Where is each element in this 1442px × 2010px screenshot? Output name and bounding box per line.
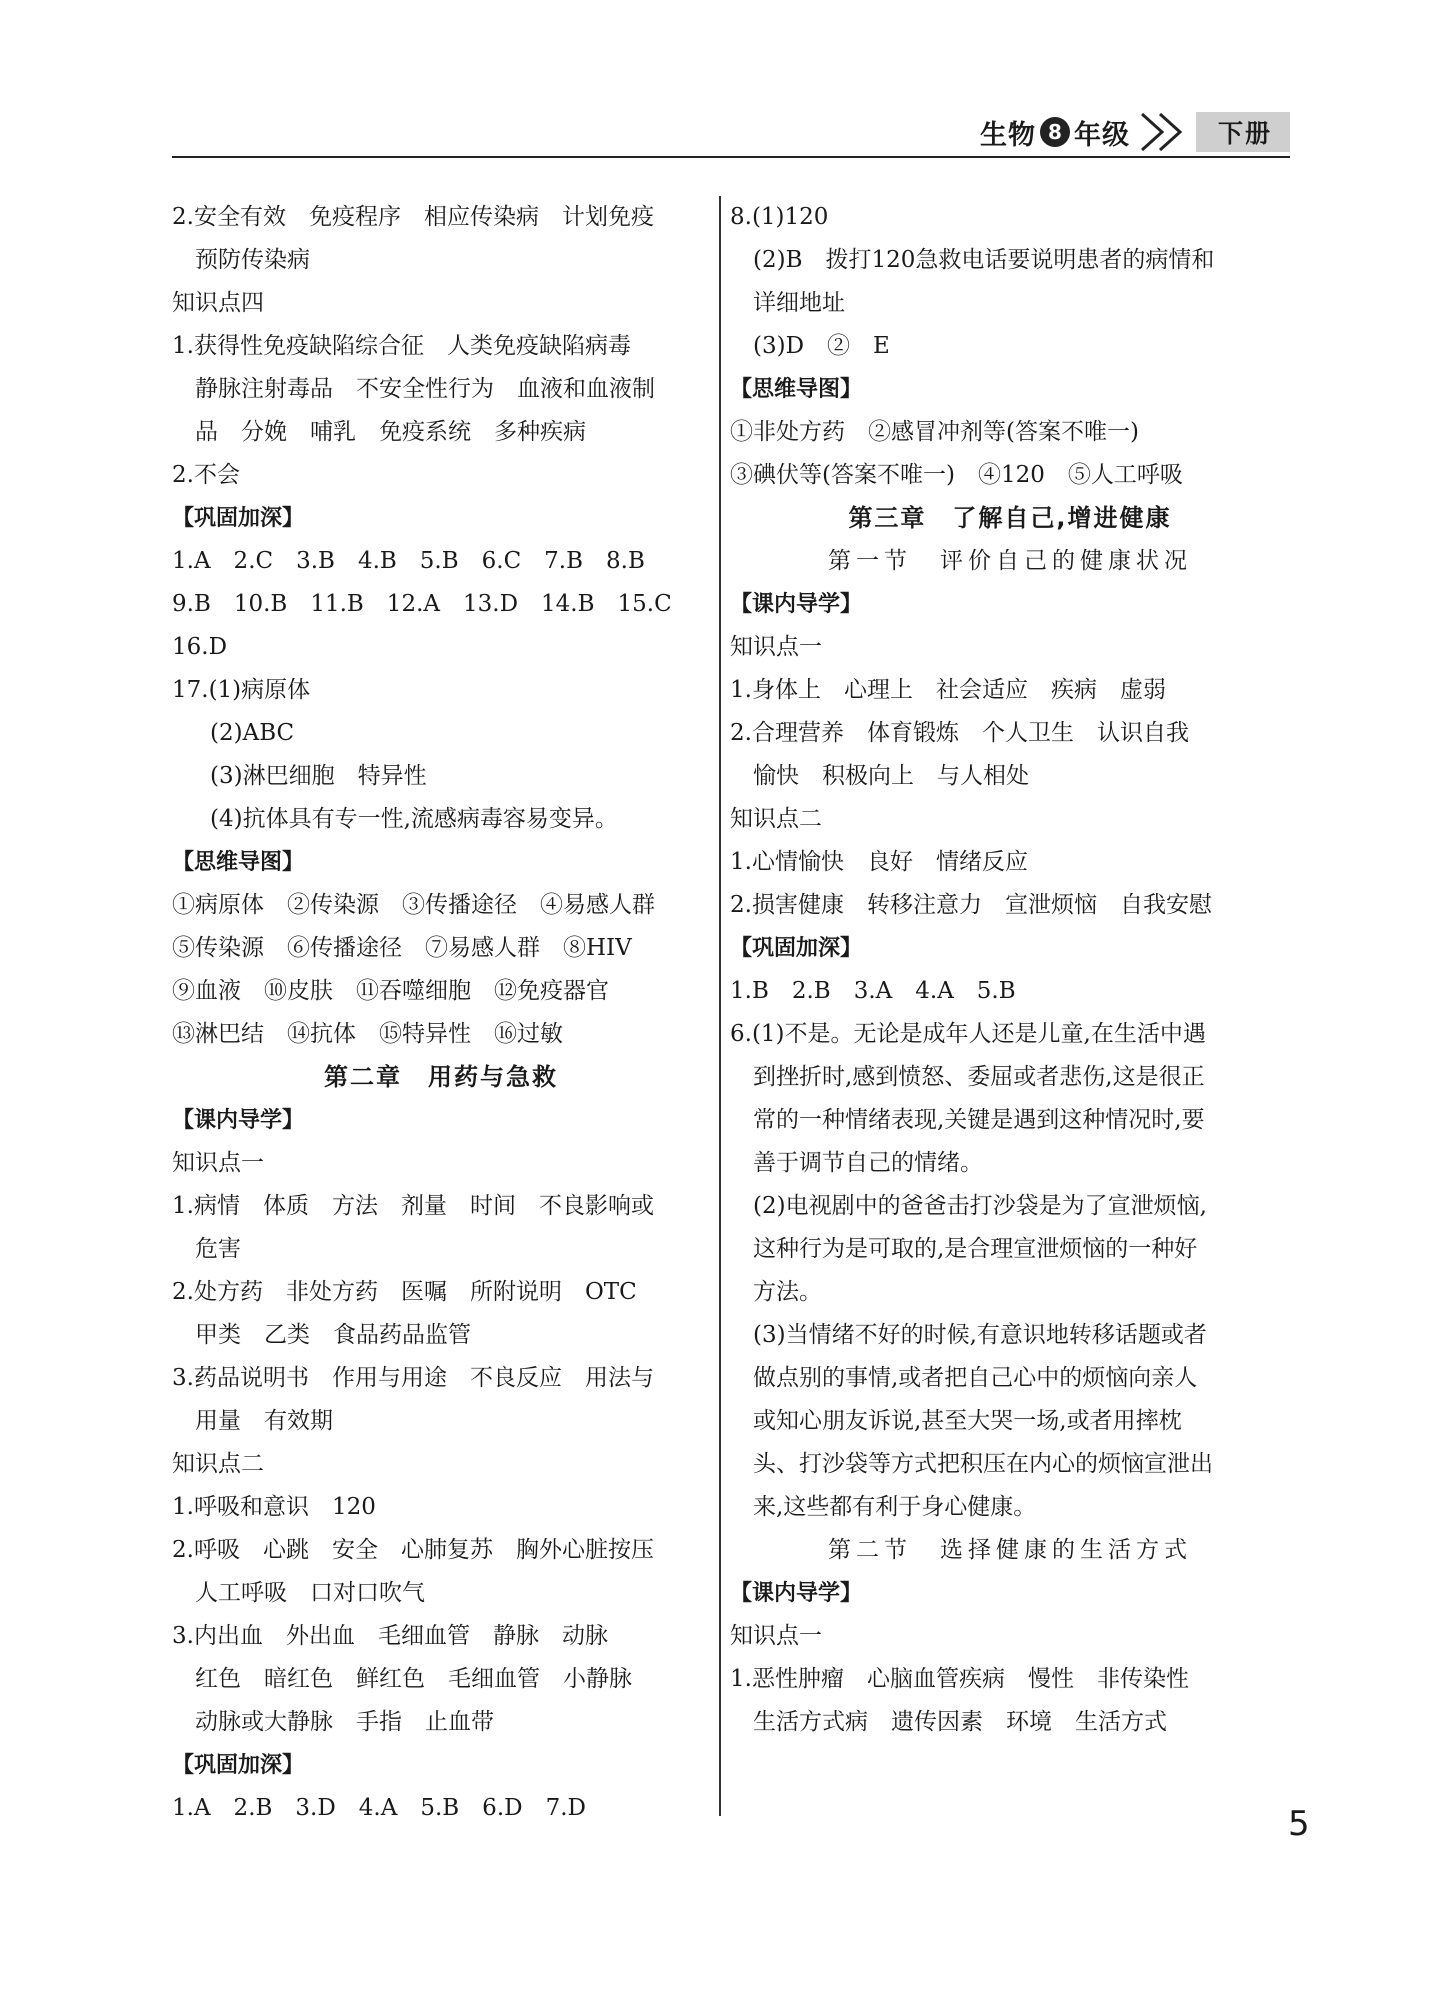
answer-line: 危害 [195, 1236, 241, 1262]
section-heading: 【课内导学】 [730, 1581, 863, 1606]
section-title: 第二节 选择健康的生活方式 [828, 1537, 1192, 1563]
subject-label: 生物 [979, 119, 1036, 151]
answer-line: 或知心朋友诉说,甚至大哭一场,或者用摔枕 [753, 1408, 1182, 1434]
header-rule [172, 156, 1290, 158]
answer-line: ③碘伏等(答案不唯一) ④120 ⑤人工呼吸 [730, 462, 1183, 488]
double-chevron-icon [1138, 112, 1190, 152]
answer-line: 2.呼吸 心跳 安全 心肺复苏 胸外心脏按压 [172, 1537, 654, 1563]
answer-line: ⑤传染源 ⑥传播途径 ⑦易感人群 ⑧HIV [172, 935, 632, 961]
answer-line: 甲类 乙类 食品药品监管 [195, 1322, 471, 1348]
answer-line: 用量 有效期 [195, 1408, 333, 1434]
book-title [980, 112, 1290, 152]
section-heading: 【巩固加深】 [172, 506, 305, 531]
answer-line: 知识点一 [172, 1150, 264, 1176]
answer-line: 知识点二 [730, 806, 822, 832]
section-heading: 【思维导图】 [172, 850, 305, 875]
answer-line: (2)电视剧中的爸爸击打沙袋是为了宣泄烦恼, [753, 1193, 1207, 1219]
answer-line: 愉快 积极向上 与人相处 [753, 763, 1029, 789]
answer-line: 知识点一 [730, 1623, 822, 1649]
answer-line: 2.合理营养 体育锻炼 个人卫生 认识自我 [730, 720, 1189, 746]
answer-line: 17.(1)病原体 [172, 677, 311, 703]
answer-line: 预防传染病 [195, 247, 310, 273]
answer-line: (2)B 拨打120急救电话要说明患者的病情和 [753, 247, 1215, 273]
answer-line: 详细地址 [753, 290, 845, 316]
answer-line: 来,这些都有利于身心健康。 [753, 1494, 1037, 1520]
answer-line: ①病原体 ②传染源 ③传播途径 ④易感人群 [172, 892, 655, 918]
answer-line: ⑨血液 ⑩皮肤 ⑪吞噬细胞 ⑫免疫器官 [172, 978, 609, 1004]
answer-line: 红色 暗红色 鲜红色 毛细血管 小静脉 [195, 1666, 632, 1692]
answer-line: 生活方式病 遗传因素 环境 生活方式 [753, 1709, 1167, 1735]
answer-line: 2.不会 [172, 462, 240, 488]
answer-line: 方法。 [753, 1279, 822, 1305]
answer-line: 1.心情愉快 良好 情绪反应 [730, 849, 1028, 875]
answer-line: 3.内出血 外出血 毛细血管 静脉 动脉 [172, 1623, 608, 1649]
answer-line: 这种行为是可取的,是合理宣泄烦恼的一种好 [753, 1236, 1198, 1262]
section-heading: 【课内导学】 [172, 1108, 305, 1133]
grade-label: 年级 [1073, 119, 1130, 151]
chapter-title: 第三章 了解自己,增进健康 [848, 504, 1172, 532]
page-header [172, 110, 1290, 158]
answer-line: 9.B 10.B 11.B 12.A 13.D 14.B 15.C [172, 591, 672, 617]
answer-line: 常的一种情绪表现,关键是遇到这种情况时,要 [753, 1107, 1205, 1133]
answer-line: 知识点一 [730, 634, 822, 660]
answer-line: 静脉注射毒品 不安全性行为 血液和血液制 [195, 376, 655, 402]
section-heading: 【巩固加深】 [730, 936, 863, 961]
answer-line: 2.处方药 非处方药 医嘱 所附说明 OTC [172, 1279, 637, 1305]
answer-line: 2.损害健康 转移注意力 宣泄烦恼 自我安慰 [730, 892, 1212, 918]
answer-line: (3)当情绪不好的时候,有意识地转移话题或者 [753, 1322, 1207, 1348]
answer-line: 1.B 2.B 3.A 4.A 5.B [730, 978, 1016, 1004]
section-heading: 【巩固加深】 [172, 1753, 305, 1778]
answer-line: 6.(1)不是。无论是成年人还是儿童,在生活中遇 [730, 1021, 1206, 1047]
answer-line: 知识点二 [172, 1451, 264, 1477]
answer-line: (3)D ② E [753, 333, 890, 359]
answer-line: (3)淋巴细胞 特异性 [210, 763, 427, 789]
answer-line: 头、打沙袋等方式把积压在内心的烦恼宣泄出 [753, 1451, 1213, 1477]
answer-line: 1.呼吸和意识 120 [172, 1494, 376, 1520]
section-heading: 【思维导图】 [730, 377, 863, 402]
answer-line: 品 分娩 哺乳 免疫系统 多种疾病 [195, 419, 586, 445]
answer-line: 善于调节自己的情绪。 [753, 1150, 983, 1176]
answer-line: 1.病情 体质 方法 剂量 时间 不良影响或 [172, 1193, 654, 1219]
answer-line: 人工呼吸 口对口吹气 [195, 1580, 425, 1606]
left-column [172, 196, 710, 1830]
answer-line: 做点别的事情,或者把自己心中的烦恼向亲人 [753, 1365, 1198, 1391]
right-column [730, 196, 1290, 1744]
answer-line: ①非处方药 ②感冒冲剂等(答案不唯一) [730, 419, 1139, 445]
section-heading: 【课内导学】 [730, 592, 863, 617]
answer-line: 3.药品说明书 作用与用途 不良反应 用法与 [172, 1365, 654, 1391]
grade-number-badge: 8 [1040, 117, 1070, 147]
answer-line: 8.(1)120 [730, 204, 829, 230]
answer-line: 到挫折时,感到愤怒、委屈或者悲伤,这是很正 [753, 1064, 1205, 1090]
answer-line: 1.获得性免疫缺陷综合征 人类免疫缺陷病毒 [172, 333, 631, 359]
page-number: 5 [1288, 1804, 1310, 1844]
answer-line: 1.身体上 心理上 社会适应 疾病 虚弱 [730, 677, 1166, 703]
answer-line: 动脉或大静脉 手指 止血带 [195, 1709, 494, 1735]
answer-line: ⑬淋巴结 ⑭抗体 ⑮特异性 ⑯过敏 [172, 1021, 563, 1047]
answer-line: 1.A 2.C 3.B 4.B 5.B 6.C 7.B 8.B [172, 548, 645, 574]
answer-line: 2.安全有效 免疫程序 相应传染病 计划免疫 [172, 204, 654, 230]
volume-label: 下册 [1196, 112, 1290, 152]
column-divider [719, 196, 721, 1816]
answer-line: 1.A 2.B 3.D 4.A 5.B 6.D 7.D [172, 1795, 586, 1821]
chapter-title: 第二章 用药与急救 [324, 1063, 558, 1091]
answer-line: (2)ABC [210, 720, 295, 746]
answer-line: 16.D [172, 634, 228, 660]
section-title: 第一节 评价自己的健康状况 [828, 548, 1192, 574]
answer-line: 知识点四 [172, 290, 264, 316]
answer-line: 1.恶性肿瘤 心脑血管疾病 慢性 非传染性 [730, 1666, 1189, 1692]
answer-line: (4)抗体具有专一性,流感病毒容易变异。 [210, 806, 618, 832]
